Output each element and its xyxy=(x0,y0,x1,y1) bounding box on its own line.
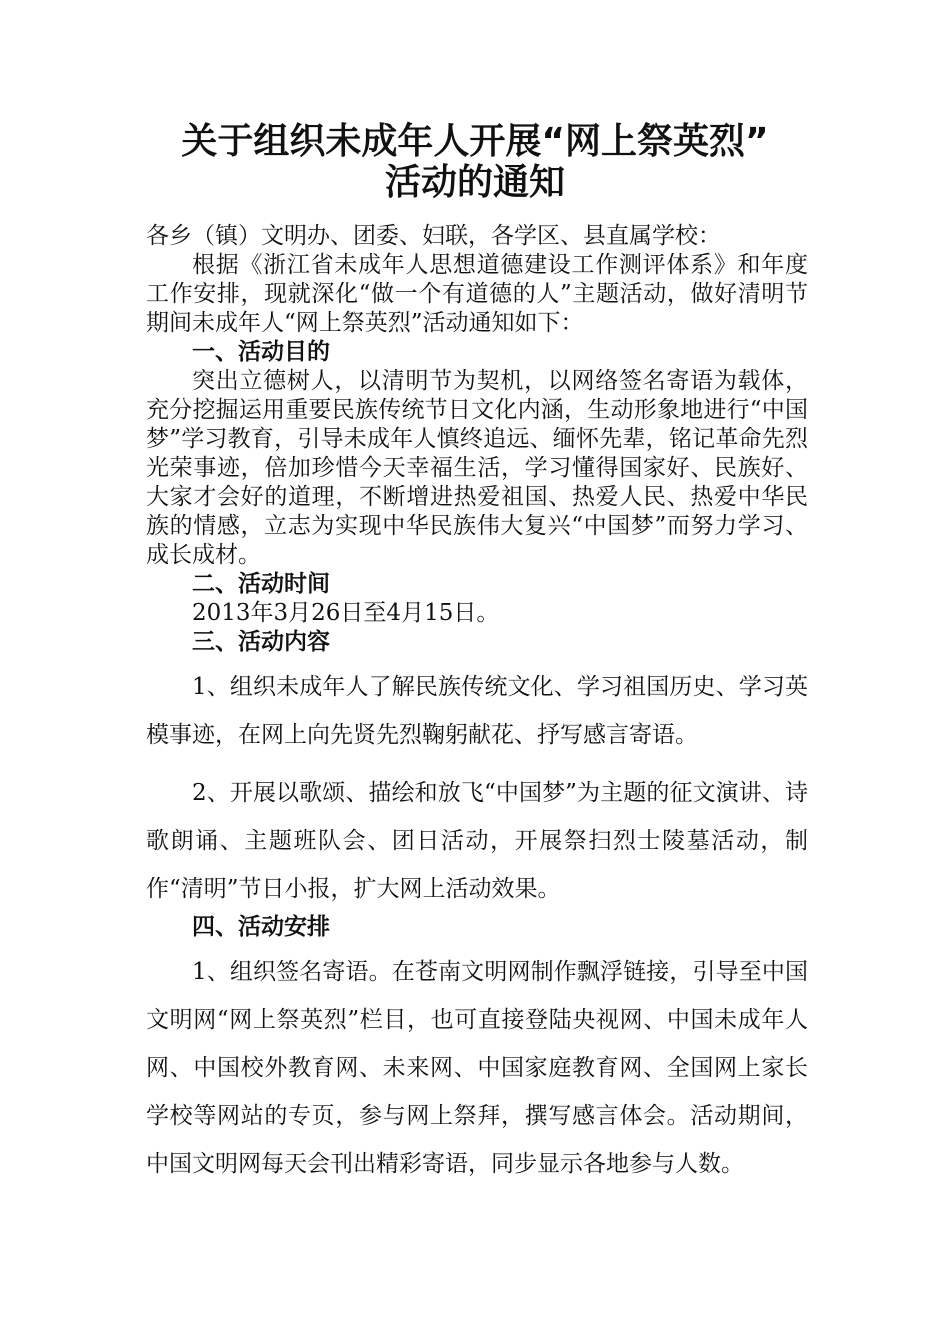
section-2-body: 2013年3月26日至4月15日。 xyxy=(192,600,500,626)
section-3-item-2: 2、开展以歌颂、描绘和放飞“中国梦”为主题的征文演讲、诗歌朗诵、主题班队会、团日活动，开展祭扫烈士陵墓活动，制作“清明”节日小报，扩大网上活动效果。 xyxy=(146,780,808,902)
section-3-heading: 三、活动内容 xyxy=(192,629,330,655)
document-body xyxy=(146,222,808,1188)
intro-paragraph: 根据《浙江省未成年人思想道德建设工作测评体系》和年度工作安排，现就深化“做一个有道德的人”主题活动，做好清明节期间未成年人“网上祭英烈”活动通知如下： xyxy=(146,252,808,336)
section-4-heading: 四、活动安排 xyxy=(192,914,330,940)
section-4-item-1: 1、组织签名寄语。在苍南文明网制作飘浮链接，引导至中国文明网“网上祭英烈”栏目，也可直接登陆央视网、中国未成年人网、中国校外教育网、未来网、中国家庭教育网、全国网上家长学校等网站的专页，参与网上祭拜，撰写感言体会。活动期间，中国文明网每天会刊出精彩寄语，同步显示各地参与人数。 xyxy=(146,959,808,1177)
document-title-line-1: 关于组织未成年人开展“网上祭英烈” xyxy=(181,121,769,162)
salutation: 各乡（镇）文明办、团委、妇联，各学区、县直属学校： xyxy=(146,223,721,249)
section-3-item-1: 1、组织未成年人了解民族传统文化、学习祖国历史、学习英模事迹，在网上向先贤先烈鞠躬献花、抒写感言寄语。 xyxy=(146,674,808,748)
section-1-heading: 一、活动目的 xyxy=(192,339,330,365)
section-1-body: 突出立德树人，以清明节为契机，以网络签名寄语为载体，充分挖掘运用重要民族传统节日文化内涵，生动形象地进行“中国梦”学习教育，引导未成年人慎终追远、缅怀先辈，铭记革命先烈光荣事迹，倍加珍惜今天幸福生活，学习懂得国家好、民族好、大家才会好的道理，不断增进热爱祖国、热爱人民、热爱中华民族的情感，立志为实现中华民族伟大复兴“中国梦”而努力学习、成长成材。 xyxy=(146,368,808,568)
document-title-line-2: 活动的通知 xyxy=(384,162,565,203)
section-2-heading: 二、活动时间 xyxy=(192,571,330,597)
